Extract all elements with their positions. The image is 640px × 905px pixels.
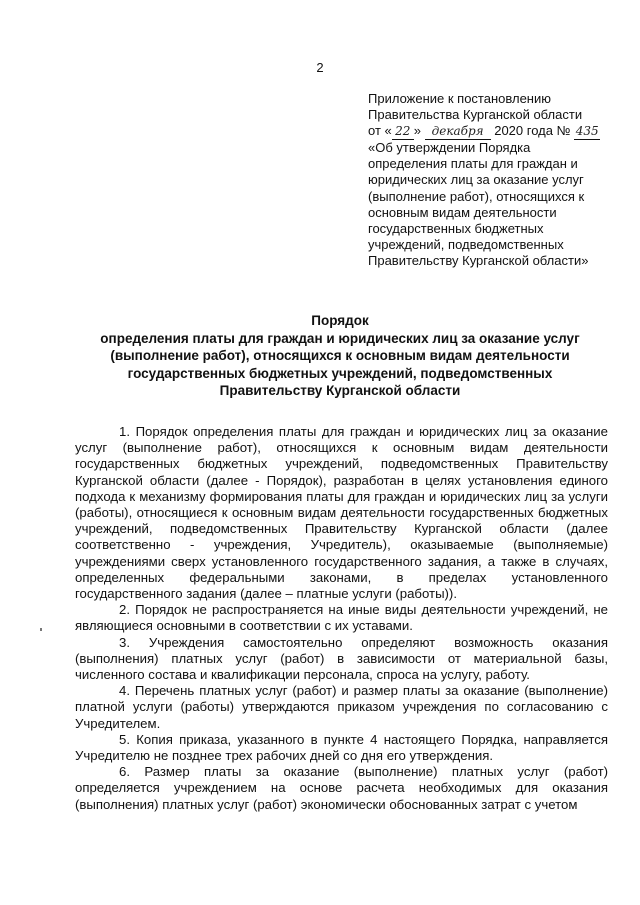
title-line: государственных бюджетных учреждений, подведомственных xyxy=(127,365,553,381)
date-prefix: от « xyxy=(368,123,392,139)
appendix-line: (выполнение работ), относящихся к xyxy=(368,188,585,204)
paragraph-2: 2. Порядок не распространяется на иные виды деятельности учреждений, не являющиеся основными в соответствии с их уставами. xyxy=(75,602,608,634)
margin-mark xyxy=(40,628,42,631)
date-year: 2020 года № xyxy=(490,123,575,139)
title-line: Правительству Курганской области xyxy=(219,383,461,399)
appendix-block xyxy=(368,91,618,269)
title-line: (выполнение работ), относящихся к основным видам деятельности xyxy=(110,348,570,364)
paragraph-4: 4. Перечень платных услуг (работ) и размер платы за оказание (выполнение) платной услуги (работы) утверждаются приказом учреждения по согласованию с Учредителем. xyxy=(75,683,608,731)
title-line: определения платы для граждан и юридических лиц за оказание услуг xyxy=(100,330,580,346)
appendix-date-line xyxy=(368,123,618,140)
appendix-line: «Об утверждении Порядка xyxy=(368,140,531,156)
appendix-line: государственных бюджетных xyxy=(368,220,544,236)
title-line: Порядок xyxy=(311,313,369,328)
appendix-line: определения платы для граждан и xyxy=(368,156,578,172)
document-title xyxy=(60,312,620,400)
document-number-handwritten: 435 xyxy=(574,123,600,140)
appendix-line: Правительству Курганской области» xyxy=(368,252,589,268)
appendix-line: основным видам деятельности xyxy=(368,204,557,220)
paragraph-6: 6. Размер платы за оказание (выполнение) платных услуг (работ) определяется учреждением на основе расчета необходимых для оказания (выполнения) платных услуг (работ) экономически обоснованных затрат с учетом xyxy=(75,764,608,812)
body-text xyxy=(75,424,608,813)
date-day-handwritten: 22 xyxy=(392,123,414,140)
appendix-line: учреждений, подведомственных xyxy=(368,236,564,252)
date-separator: » xyxy=(413,123,421,139)
paragraph-1: 1. Порядок определения платы для граждан и юридических лиц за оказание услуг (выполнение работ), относящихся к основным видам деятельности государственных бюджетных учреждений, подведомственных Правительству Курганской области (далее - Порядок), разработан в целях установления единого подхода к механизму формирования платы для граждан и юридических лиц за услуги (работы), относящиеся к основным видам деятельности государственных бюджетных учреждений, подведомственных Правительству Курганской области (далее соответственно - учреждения, Учредитель), оказываемые (выполняемые) учреждениями сверх установленного государственного задания, а также в случаях, определенных федеральными законами, в пределах установленного государственного задания (далее – платные услуги (работы)). xyxy=(75,424,608,602)
date-month-handwritten: декабря xyxy=(425,123,491,140)
page-number: 2 xyxy=(316,60,324,75)
paragraph-3: 3. Учреждения самостоятельно определяют возможность оказания (выполнения) платных услуг (работ) в зависимости от материальной базы, численного состава и квалификации персонала, спроса на услугу, работу. xyxy=(75,634,608,683)
appendix-line: Приложение к постановлению xyxy=(368,91,551,106)
paragraph-5: 5. Копия приказа, указанного в пункте 4 настоящего Порядка, направляется Учредителю не позднее трех рабочих дней со дня его утверждения. xyxy=(75,731,608,764)
appendix-line: Правительства Курганской области xyxy=(368,107,583,123)
appendix-line: юридических лиц за оказание услуг xyxy=(368,172,584,188)
